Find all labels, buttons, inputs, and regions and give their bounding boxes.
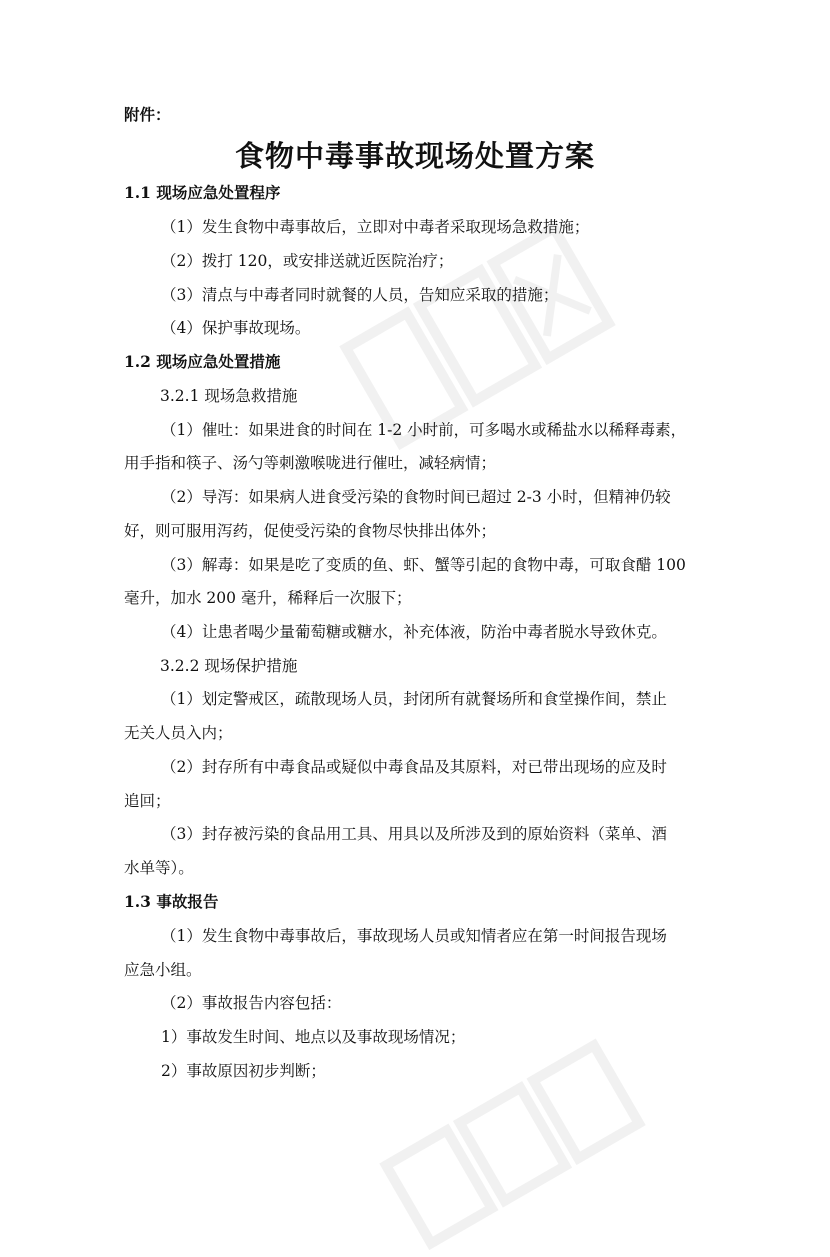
first-aid-laxative-line-1: （2）导泻：如果病人进食受污染的食物时间已超过 2-3 小时，但精神仍较 [161,488,671,506]
section-1-item-2: （2）拨打 120，或安排送就近医院治疗； [161,252,454,270]
section-3-heading: 1.3 事故报告 [124,892,219,911]
attachment-label: 附件： [124,105,171,124]
section-2-heading: 1.2 现场应急处置措施 [124,352,281,371]
first-aid-fluids: （4）让患者喝少量葡萄糖或糖水，补充体液，防治中毒者脱水导致休克。 [161,623,667,641]
site-protect-seal-food-line-1: （2）封存所有中毒食品或疑似中毒食品及其原料，对已带出现场的应及时 [161,758,667,776]
section-1-heading: 1.1 现场应急处置程序 [124,183,281,202]
first-aid-detox-line-2: 毫升，加水 200 毫升，稀释后一次服下； [124,589,412,607]
section-1-item-3: （3）清点与中毒者同时就餐的人员，告知应采取的措施； [161,286,559,304]
subsection-322-heading: 3.2.2 现场保护措施 [160,657,298,675]
report-first-time-line-1: （1）发生食物中毒事故后，事故现场人员或知情者应在第一时间报告现场 [161,927,667,945]
section-1-item-1: （1）发生食物中毒事故后，立即对中毒者采取现场急救措施； [161,218,590,236]
subsection-321-heading: 3.2.1 现场急救措施 [160,387,298,405]
report-first-time-line-2: 应急小组。 [124,961,202,979]
first-aid-laxative-line-2: 好，则可服用泻药，促使受污染的食物尽快排出体外； [124,522,497,540]
first-aid-detox-line-1: （3）解毒：如果是吃了变质的鱼、虾、蟹等引起的食物中毒，可取食醋 100 [161,556,686,574]
watermark-graphic-bottom [367,1023,652,1257]
site-protect-cordon-line-1: （1）划定警戒区，疏散现场人员，封闭所有就餐场所和食堂操作间，禁止 [161,690,667,708]
first-aid-induce-vomit-line-1: （1）催吐：如果进食的时间在 1-2 小时前，可多喝水或稀盐水以稀释毒素， [161,421,687,439]
report-contents-item-1: 1）事故发生时间、地点以及事故现场情况； [161,1028,466,1046]
section-1-item-4: （4）保护事故现场。 [161,319,311,337]
report-contents-item-2: 2）事故原因初步判断； [161,1062,326,1080]
site-protect-cordon-line-2: 无关人员入内； [124,724,233,742]
first-aid-induce-vomit-line-2: 用手指和筷子、汤勺等刺激喉咙进行催吐，减轻病情； [124,454,497,472]
site-protect-seal-tools-line-2: 水单等）。 [124,859,194,877]
watermark-graphic [322,197,637,483]
report-contents-intro: （2）事故报告内容包括： [161,994,342,1012]
document-title: 食物中毒事故现场处置方案 [234,139,595,173]
site-protect-seal-food-line-2: 追回； [124,792,171,810]
site-protect-seal-tools-line-1: （3）封存被污染的食品用工具、用具以及所涉及到的原始资料（菜单、酒 [161,825,667,843]
